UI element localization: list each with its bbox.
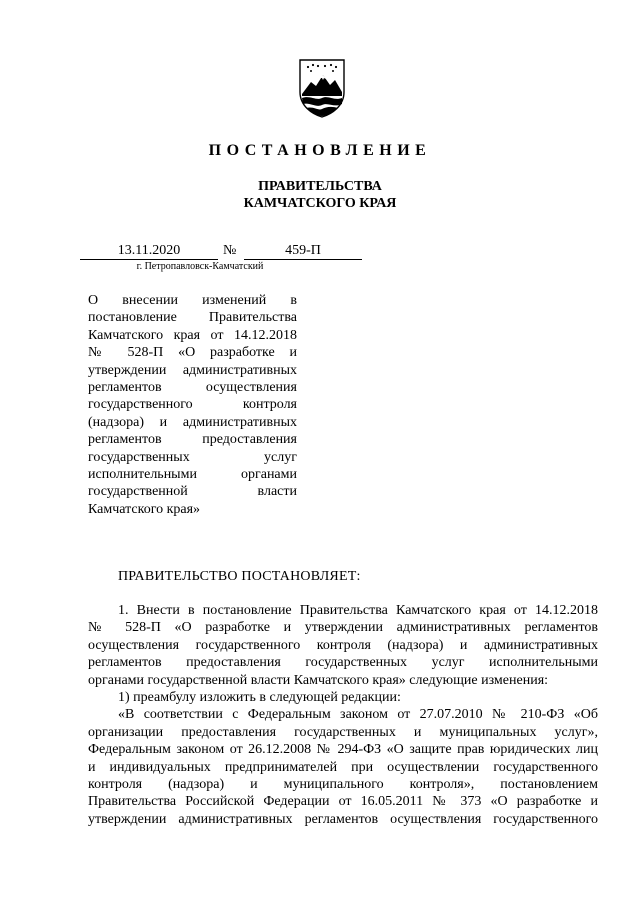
body-line: контроля (надзора) и муниципального контроля», постановлением <box>88 777 598 793</box>
issuer-line: ПРАВИТЕЛЬСТВА <box>258 179 382 194</box>
issuer-block <box>0 178 640 212</box>
body-line: органами государственной власти Камчатского края» следующие изменения: <box>88 672 549 688</box>
body-line: организации предоставления государственных и муниципальных услуг», <box>88 724 598 740</box>
subject-line: государственных услуг <box>88 449 297 465</box>
subject-line: Камчатского края от 14.12.2018 <box>88 327 297 343</box>
issue-city: г. Петропавловск-Камчатский <box>136 261 264 272</box>
subject-line: государственной власти <box>88 484 297 500</box>
body-line: регламентов предоставления государственных услуг исполнительными <box>88 655 598 671</box>
body-line: и индивидуальных предпринимателей при осуществлении государственного <box>88 759 598 775</box>
document-body <box>88 602 598 828</box>
decree-statement: ПРАВИТЕЛЬСТВО ПОСТАНОВЛЯЕТ: <box>118 569 361 584</box>
body-line: «В соответствии с Федеральным законом от 27.07.2010 № 210-ФЗ «Об <box>118 707 598 723</box>
subject-line: государственного контроля <box>88 397 297 413</box>
subject-line: регламентов предоставления <box>88 432 297 448</box>
subject-line: постановление Правительства <box>88 310 297 326</box>
subject-line: регламентов осуществления <box>88 380 297 396</box>
subject-line: О внесении изменений в <box>88 293 297 308</box>
kamchatka-coat-of-arms-icon <box>298 58 346 118</box>
number-sign: № <box>223 243 237 258</box>
body-line: 1. Внести в постановление Правительства Камчатского края от 14.12.2018 <box>118 603 598 618</box>
document-subject <box>88 292 297 518</box>
subject-line: № 528-П «О разработке и <box>88 345 297 361</box>
document-meta <box>0 242 640 282</box>
subject-line: Камчатского края» <box>88 501 201 517</box>
subject-line: (надзора) и административных <box>88 414 297 430</box>
document-type-title: ПОСТАНОВЛЕНИЕ <box>208 142 432 159</box>
document-number: 459-П <box>244 242 362 260</box>
body-line: Правительства Российской Федерации от 16.05.2011 № 373 «О разработке и <box>88 794 598 810</box>
body-line: утверждении административных регламентов осуществления государственного <box>88 811 598 827</box>
body-line: осуществления государственного контроля (надзора) и административных <box>88 637 598 653</box>
document-date: 13.11.2020 <box>80 242 218 260</box>
subject-line: исполнительными органами <box>88 467 297 483</box>
issuer-line: КАМЧАТСКОГО КРАЯ <box>243 196 397 211</box>
subject-line: утверждении административных <box>88 362 297 378</box>
body-line: Федеральным законом от 26.12.2008 № 294-ФЗ «О защите прав юридических лиц <box>88 742 598 758</box>
body-line: 1) преамбулу изложить в следующей редакции: <box>118 690 401 706</box>
body-line: № 528-П «О разработке и утверждении административных регламентов <box>88 620 598 636</box>
